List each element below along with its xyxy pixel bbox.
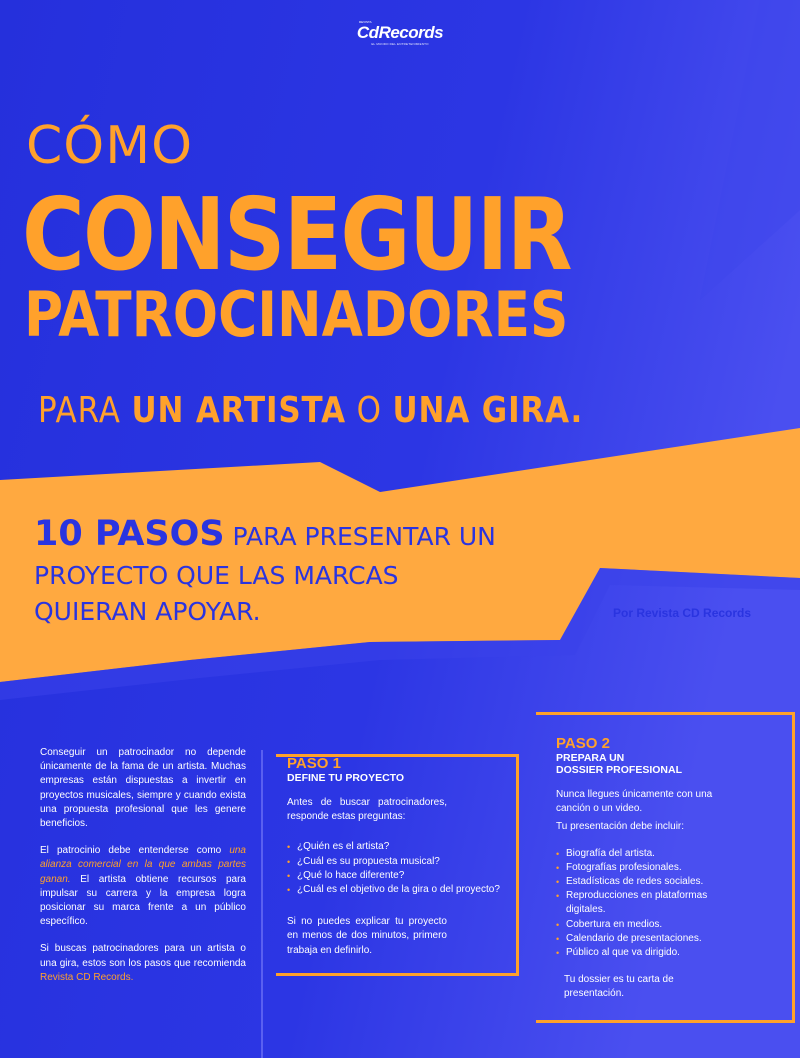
paso1-questions — [287, 840, 507, 897]
question-text: ¿Quién es el artista? — [297, 841, 390, 853]
paso2-subheading-1: PREPARA UN — [556, 752, 625, 764]
banner-line3: QUIERAN APOYAR. — [34, 597, 261, 626]
list-item — [556, 875, 746, 889]
title-patrocinadores: PATROCINADORES — [24, 278, 569, 351]
bullet-icon: • — [287, 885, 291, 896]
banner-headline — [34, 516, 496, 630]
item-text: Calendario de presentaciones. — [566, 932, 702, 944]
paso2-items — [556, 847, 746, 961]
list-item — [556, 932, 746, 946]
item-text: Fotografías profesionales. — [566, 861, 682, 873]
bullet-icon: • — [556, 877, 560, 888]
intro-paragraph-1: Conseguir un patrocinador no depende únicamente de la fama de un artista. Muchas empresas están dispuestas a invertir en proyectos musicales, siempre y cuando exista una propuesta profesional que les genere beneficios. — [40, 747, 246, 830]
list-item — [287, 869, 507, 883]
list-item — [556, 889, 746, 917]
list-item — [287, 840, 507, 854]
banner-line2: PROYECTO QUE LAS MARCAS — [34, 561, 399, 590]
intro-p2-b: El artista obtiene recursos para impulsar su carrera y la empresa logra posicionar su marca frente a un público específico. — [40, 873, 246, 928]
title-subtitle — [38, 390, 583, 432]
list-item — [287, 883, 507, 897]
item-text: Reproducciones en plataformas digitales. — [566, 890, 708, 916]
paso1-closing: Si no puedes explicar tu proyecto en menos de dos minutos, primero trabaja en definirlo. — [287, 916, 447, 956]
revista-link[interactable]: Revista CD Records. — [40, 971, 134, 983]
bullet-icon: • — [287, 856, 291, 867]
bullet-icon: • — [556, 933, 560, 944]
banner-10-pasos: 10 PASOS — [34, 514, 225, 554]
list-item — [556, 847, 746, 861]
bullet-icon: • — [556, 948, 560, 959]
bullet-icon: • — [287, 870, 291, 881]
bullet-icon: • — [556, 891, 560, 902]
logo-top-text: REVISTA — [359, 20, 372, 24]
paso2-section — [556, 736, 746, 1002]
bullet-icon: • — [556, 848, 560, 859]
subtitle-part: PARA — [38, 390, 132, 431]
logo-wordmark: CdRecords — [356, 23, 444, 42]
subtitle-artista: UN ARTISTA — [131, 390, 346, 431]
bullet-icon: • — [287, 842, 291, 853]
paso1-intro: Antes de buscar patrocinadores, responde estas preguntas: — [287, 797, 447, 823]
logo-tagline: EL MUNDO DEL ENTRETENIMIENTO — [371, 42, 429, 46]
banner-line1: PARA PRESENTAR UN — [224, 522, 496, 551]
list-item — [556, 918, 746, 932]
paso2-heading: PASO 2 — [556, 735, 610, 752]
list-item — [287, 855, 507, 869]
question-text: ¿Cuál es el objetivo de la gira o del proyecto? — [297, 884, 500, 896]
list-item — [556, 946, 746, 960]
subtitle-part: O — [345, 390, 393, 431]
paso1-section — [287, 755, 500, 958]
paso2-subheading-2: DOSSIER PROFESIONAL — [556, 764, 683, 776]
intro-paragraph-2 — [40, 844, 246, 929]
intro-p3-a: Si buscas patrocinadores para un artista o una gira, estos son los pasos que recomienda — [40, 943, 246, 969]
paso1-heading: PASO 1 — [287, 755, 341, 772]
question-text: ¿Qué lo hace diferente? — [297, 869, 405, 881]
intro-p2-emphasis: una alianza comercial en la que ambas partes ganan. — [40, 845, 246, 885]
list-item — [556, 861, 746, 875]
paso2-closing: Tu dossier es tu carta de presentación. — [564, 974, 674, 1000]
intro-column — [40, 746, 246, 998]
intro-paragraph-3 — [40, 942, 246, 985]
bullet-icon: • — [556, 862, 560, 873]
title-conseguir: CONSEGUIR — [22, 176, 571, 293]
item-text: Público al que va dirigido. — [566, 947, 680, 959]
item-text: Cobertura en medios. — [566, 918, 663, 930]
cd-records-logo — [355, 20, 445, 46]
item-text: Biografía del artista. — [566, 847, 655, 859]
paso1-subheading: DEFINE TU PROYECTO — [287, 772, 405, 784]
item-text: Estadísticas de redes sociales. — [566, 876, 704, 888]
paso2-lead: Tu presentación debe incluir: — [556, 821, 685, 833]
title-como: CÓMO — [26, 116, 194, 176]
paso2-intro: Nunca llegues únicamente con una canción o un video. — [556, 789, 713, 815]
intro-p2-a: El patrocinio debe entenderse como — [40, 845, 230, 857]
subtitle-gira: UNA GIRA. — [392, 390, 584, 431]
question-text: ¿Cuál es su propuesta musical? — [297, 855, 440, 867]
byline: Por Revista CD Records — [613, 606, 752, 620]
bullet-icon: • — [556, 919, 560, 930]
